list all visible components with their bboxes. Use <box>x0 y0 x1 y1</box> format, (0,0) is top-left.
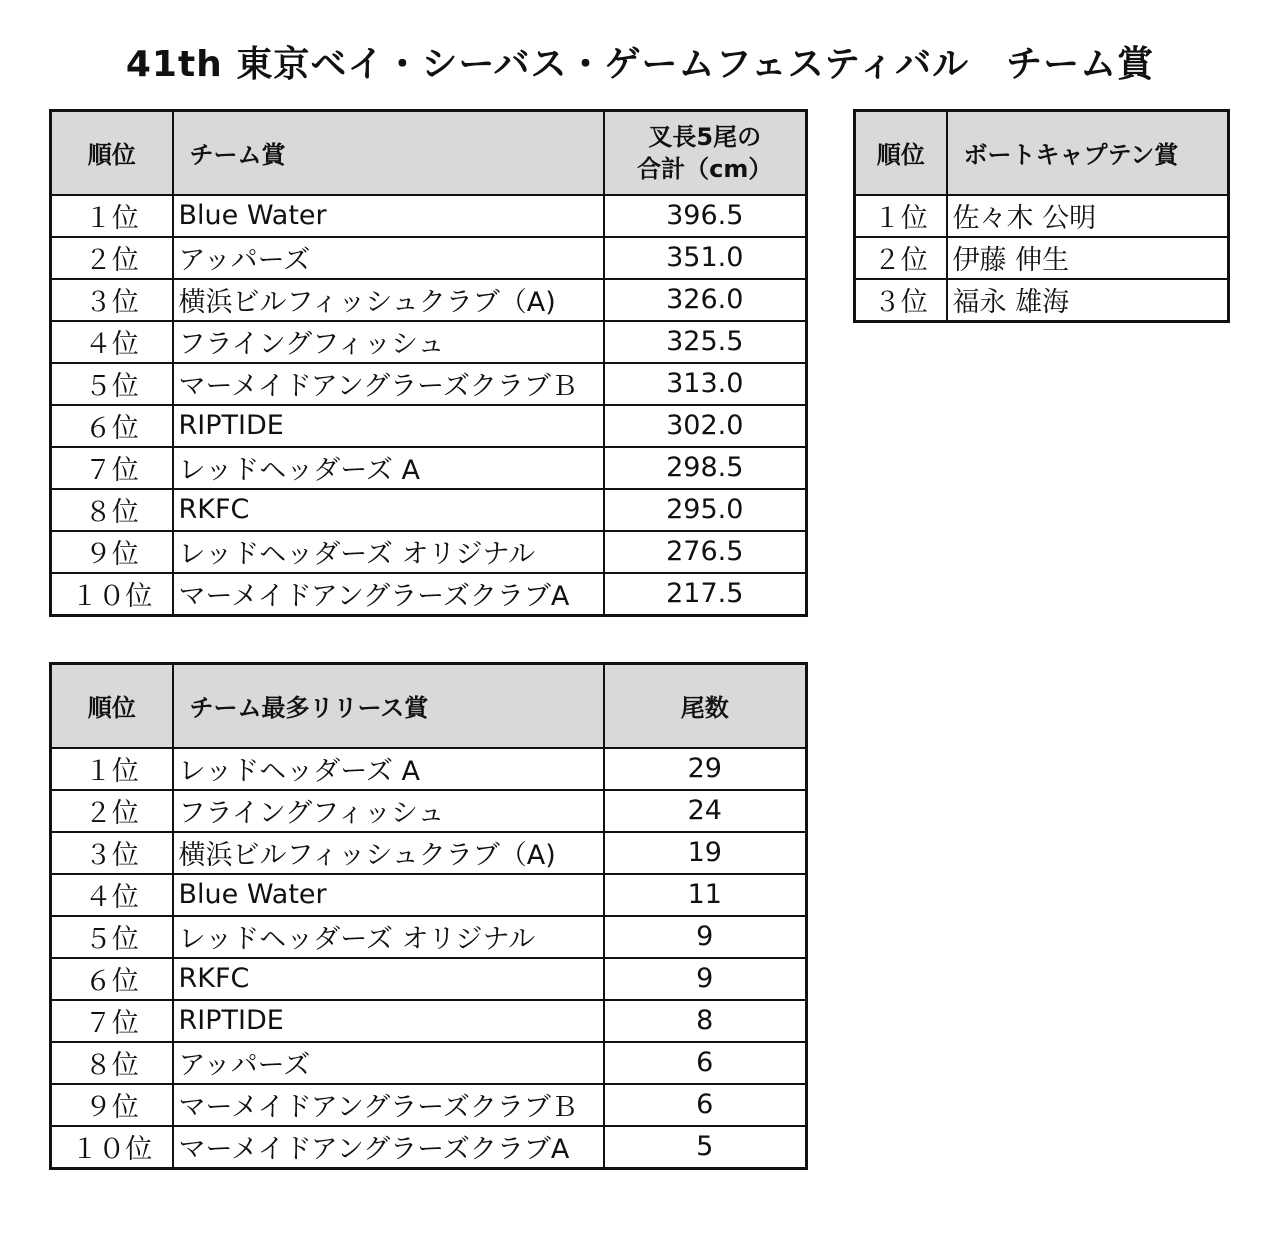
value-cell: 11 <box>604 874 807 916</box>
release-award-header: チーム最多リリース賞 <box>173 664 604 748</box>
value-cell: 326.0 <box>604 279 807 321</box>
table-row <box>51 447 807 489</box>
table-row <box>855 195 1229 237</box>
value-cell: 302.0 <box>604 405 807 447</box>
value-cell: 9 <box>604 958 807 1000</box>
table-row <box>51 790 807 832</box>
table-row <box>51 1042 807 1084</box>
rank-header: 順位 <box>855 111 947 195</box>
rank-cell: ３位 <box>51 279 173 321</box>
total-length-header-line1: 叉長5尾の <box>648 122 762 151</box>
team-award-header: チーム賞 <box>173 111 604 195</box>
value-cell: 276.5 <box>604 531 807 573</box>
name-cell: マーメイドアングラーズクラブA <box>173 573 604 616</box>
value-cell: 351.0 <box>604 237 807 279</box>
rank-header: 順位 <box>51 111 173 195</box>
table-header-row <box>855 111 1229 195</box>
rank-cell: ８位 <box>51 1042 173 1084</box>
table-row <box>51 958 807 1000</box>
captain-award-table <box>853 109 1230 323</box>
name-cell: RKFC <box>173 489 604 531</box>
name-cell: フライングフィッシュ <box>173 321 604 363</box>
table-row <box>51 195 807 237</box>
fish-count-header: 尾数 <box>604 664 807 748</box>
rank-cell: ４位 <box>51 321 173 363</box>
name-cell: 横浜ビルフィッシュクラブ（A) <box>173 832 604 874</box>
value-cell: 5 <box>604 1126 807 1169</box>
team-award-table <box>49 109 808 617</box>
rank-cell: ９位 <box>51 1084 173 1126</box>
name-cell: レッドヘッダーズ オリジナル <box>173 531 604 573</box>
rank-cell: １０位 <box>51 573 173 616</box>
rank-cell: １位 <box>51 748 173 790</box>
rank-cell: ５位 <box>51 916 173 958</box>
value-cell: 24 <box>604 790 807 832</box>
team-award-body <box>51 195 807 616</box>
table-row <box>51 916 807 958</box>
value-cell: 9 <box>604 916 807 958</box>
rank-cell: １位 <box>855 195 947 237</box>
table-row <box>51 237 807 279</box>
value-cell: 396.5 <box>604 195 807 237</box>
name-cell: Blue Water <box>173 195 604 237</box>
rank-cell: １０位 <box>51 1126 173 1169</box>
name-cell: 横浜ビルフィッシュクラブ（A) <box>173 279 604 321</box>
total-length-header-line2: 合計（cm） <box>637 154 773 183</box>
name-cell: マーメイドアングラーズクラブA <box>173 1126 604 1169</box>
rank-cell: ４位 <box>51 874 173 916</box>
rank-cell: ８位 <box>51 489 173 531</box>
table-row <box>51 1084 807 1126</box>
release-award-table <box>49 662 808 1170</box>
captain-award-header: ボートキャプテン賞 <box>947 111 1229 195</box>
rank-cell: ２位 <box>51 790 173 832</box>
value-cell: 295.0 <box>604 489 807 531</box>
table-row <box>51 874 807 916</box>
rank-cell: ５位 <box>51 363 173 405</box>
table-header-row <box>51 664 807 748</box>
value-cell: 6 <box>604 1084 807 1126</box>
name-cell: RIPTIDE <box>173 405 604 447</box>
value-cell: 325.5 <box>604 321 807 363</box>
table-row <box>51 531 807 573</box>
name-cell: アッパーズ <box>173 1042 604 1084</box>
name-cell: レッドヘッダーズ A <box>173 748 604 790</box>
rank-cell: １位 <box>51 195 173 237</box>
rank-cell: ６位 <box>51 405 173 447</box>
rank-header: 順位 <box>51 664 173 748</box>
table-row <box>51 489 807 531</box>
table-row <box>855 237 1229 279</box>
table-row <box>51 1126 807 1169</box>
table-row <box>51 748 807 790</box>
name-cell: 福永 雄海 <box>947 279 1229 322</box>
value-cell: 298.5 <box>604 447 807 489</box>
name-cell: Blue Water <box>173 874 604 916</box>
value-cell: 217.5 <box>604 573 807 616</box>
table-header-row <box>51 111 807 195</box>
rank-cell: ７位 <box>51 1000 173 1042</box>
value-cell: 29 <box>604 748 807 790</box>
table-row <box>51 1000 807 1042</box>
table-row <box>51 832 807 874</box>
value-cell: 8 <box>604 1000 807 1042</box>
name-cell: マーメイドアングラーズクラブＢ <box>173 1084 604 1126</box>
rank-cell: ３位 <box>51 832 173 874</box>
name-cell: レッドヘッダーズ オリジナル <box>173 916 604 958</box>
table-row <box>51 279 807 321</box>
table-row <box>51 573 807 616</box>
name-cell: RKFC <box>173 958 604 1000</box>
name-cell: マーメイドアングラーズクラブＢ <box>173 363 604 405</box>
value-cell: 19 <box>604 832 807 874</box>
release-award-body <box>51 748 807 1169</box>
rank-cell: ２位 <box>855 237 947 279</box>
table-row <box>51 321 807 363</box>
rank-cell: ９位 <box>51 531 173 573</box>
table-row <box>51 405 807 447</box>
value-cell: 313.0 <box>604 363 807 405</box>
name-cell: レッドヘッダーズ A <box>173 447 604 489</box>
name-cell: 伊藤 伸生 <box>947 237 1229 279</box>
captain-award-body <box>855 195 1229 322</box>
table-row <box>855 279 1229 322</box>
name-cell: アッパーズ <box>173 237 604 279</box>
name-cell: フライングフィッシュ <box>173 790 604 832</box>
rank-cell: ７位 <box>51 447 173 489</box>
rank-cell: ６位 <box>51 958 173 1000</box>
rank-cell: ２位 <box>51 237 173 279</box>
value-cell: 6 <box>604 1042 807 1084</box>
name-cell: 佐々木 公明 <box>947 195 1229 237</box>
total-length-header <box>604 111 807 195</box>
name-cell: RIPTIDE <box>173 1000 604 1042</box>
rank-cell: ３位 <box>855 279 947 322</box>
page-title: 41th 東京ベイ・シーバス・ゲームフェスティバル チーム賞 <box>125 44 1155 85</box>
table-row <box>51 363 807 405</box>
